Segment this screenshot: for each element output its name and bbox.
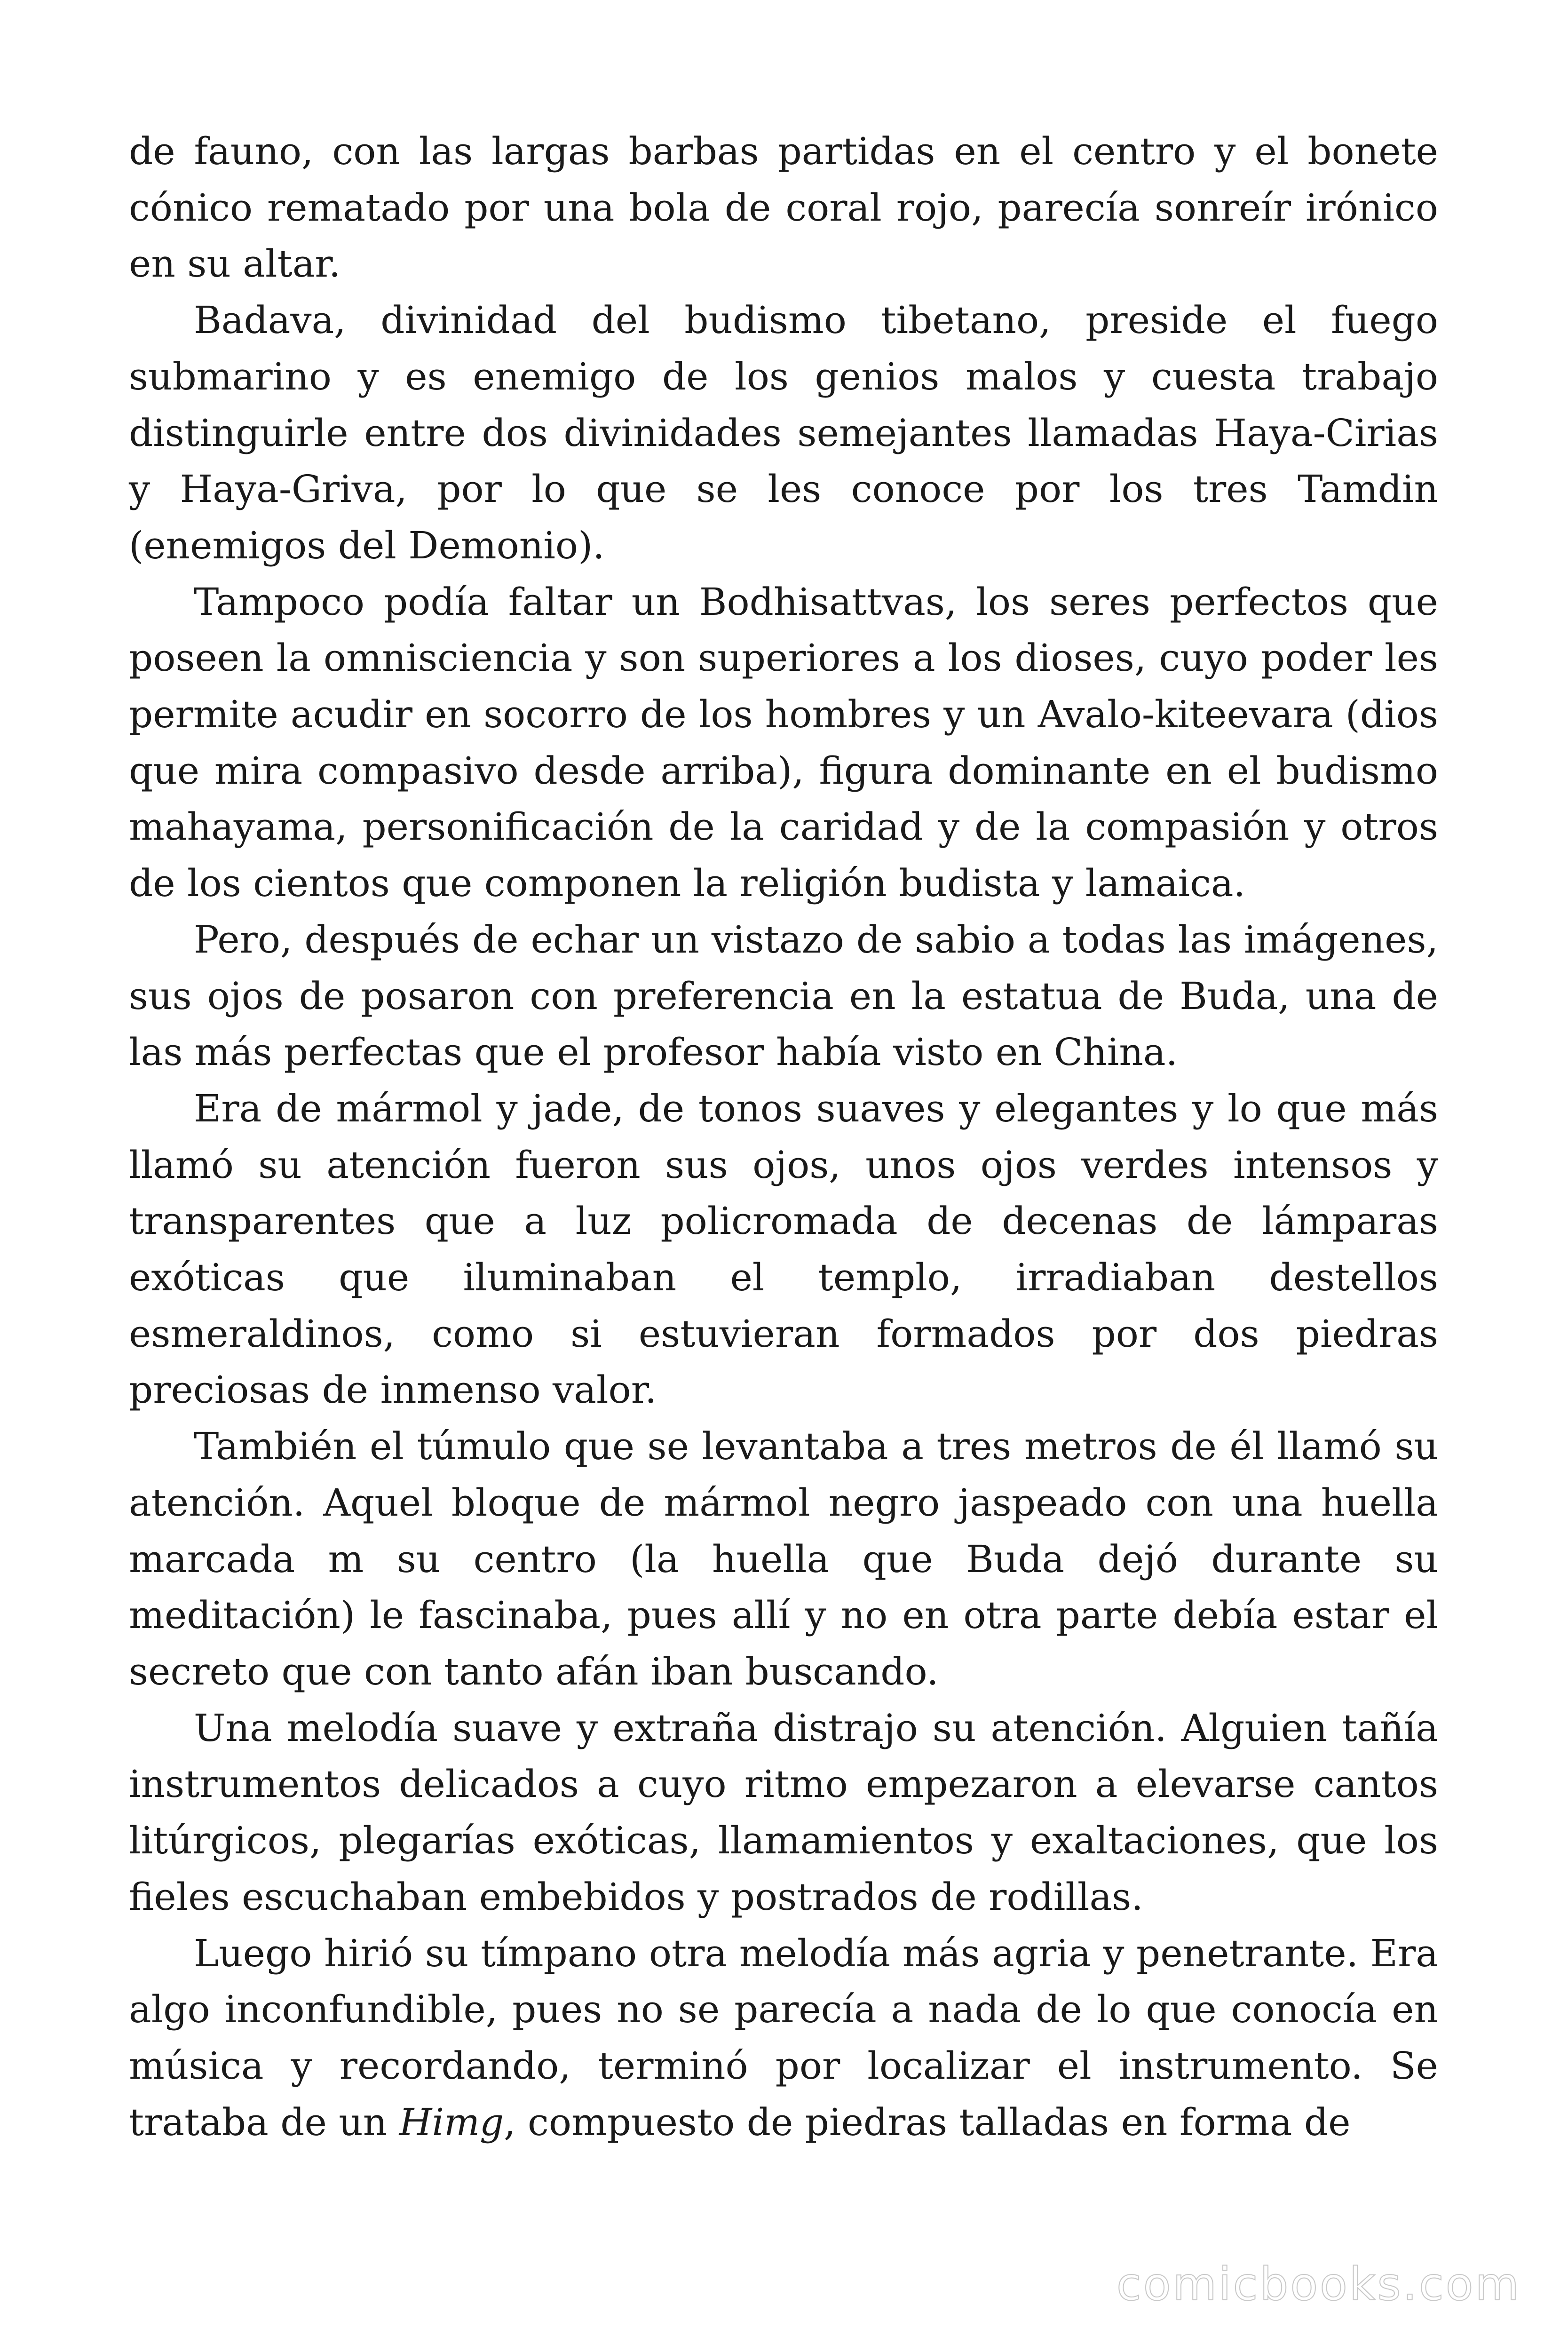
paragraph-7: Una melodía suave y extraña distrajo su atención. Alguien tañía instrumentos delicados a cuyo ritmo empezaron a elevarse cantos litúrgicos, plegarías exóticas, llamamientos y exaltaciones, que los fieles escuchaban embebidos y postrados de rodillas.: [129, 1706, 1438, 1919]
paragraph-6: También el túmulo que se levantaba a tres metros de él llamó su atención. Aquel bloque de mármol negro jaspeado con una huella marcada m su centro (la huella que Buda dejó durante su meditación) le fascinaba, pues allí y no en otra parte debía estar el secreto que con tanto afán iban buscando.: [129, 1424, 1438, 1693]
paragraph-2: Badava, divinidad del budismo tibetano, preside el fuego submarino y es enemigo de los genios malos y cuesta trabajo distinguirle entre dos divinidades semejantes llamadas Haya-Cirias y Haya-Griva, por lo que se les conoce por los tres Tamdin (enemigos del Demonio).: [129, 298, 1438, 567]
paragraph-3: Tampoco podía faltar un Bodhisattvas, los seres perfectos que poseen la omnisciencia y son superiores a los dioses, cuyo poder les permite acudir en socorro de los hombres y un Avalo-kiteevara (dios que mira compasivo desde arriba), figura dominante en el budismo mahayama, personificación de la caridad y de la compasión y otros de los cientos que componen la religión budista y lamaica.: [129, 580, 1438, 906]
book-page-text: [129, 123, 1438, 2150]
paragraph-8-text-start: Luego hirió su tímpano otra melodía más agria y penetrante. Era algo inconfundible, pues no se parecía a nada de lo que conocía en música y recordando, terminó por localizar el instrumento. Se trataba de un: [129, 1931, 1438, 2144]
instrument-name-italic: Himg: [399, 2100, 504, 2144]
paragraph-5: Era de mármol y jade, de tonos suaves y elegantes y lo que más llamó su atención fueron sus ojos, unos ojos verdes intensos y transparentes que a luz policromada de decenas de lámparas exóticas que iluminaban el templo, irradiaban destellos esmeraldinos, como si estuvieran formados por dos piedras preciosas de inmenso valor.: [129, 1086, 1438, 1412]
paragraph-8-text-end: , compuesto de piedras talladas en forma de: [504, 2100, 1351, 2144]
paragraph-1: de fauno, con las largas barbas partidas en el centro y el bonete cónico rematado por una bola de coral rojo, parecía sonreír irónico en su altar.: [129, 129, 1438, 286]
paragraph-4: Pero, después de echar un vistazo de sabio a todas las imágenes, sus ojos de posaron con preferencia en la estatua de Buda, una de las más perfectas que el profesor había visto en China.: [129, 917, 1438, 1074]
watermark-logo: comicbooks.com: [1116, 2258, 1521, 2311]
paragraph-8: [129, 1925, 1438, 2151]
